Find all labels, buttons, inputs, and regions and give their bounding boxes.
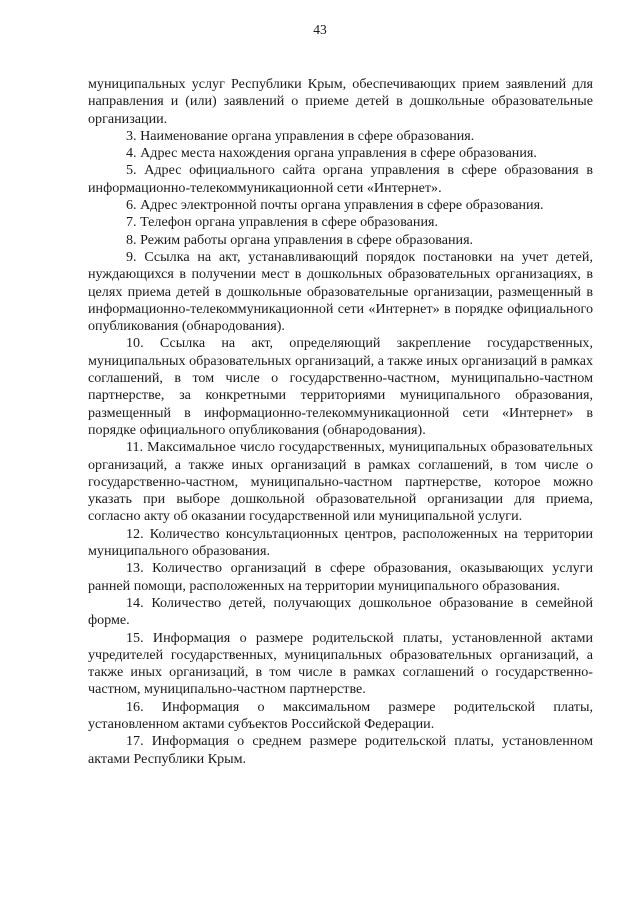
paragraph-item-5: 5. Адрес официального сайта органа управления в сфере образования в информационно-телекоммуникационной сети «Интернет». — [88, 162, 593, 196]
paragraph-item-12: 12. Количество консультационных центров, расположенных на территории муниципального образования. — [88, 525, 593, 560]
paragraph-item-16: 16. Информация о максимальном размере родительской платы, установленном актами субъектов Российской Федерации. — [88, 698, 593, 732]
paragraph-item-7: 7. Телефон органа управления в сфере образования. — [126, 214, 439, 231]
paragraph-item-10: 10. Ссылка на акт, определяющий закрепление государственных, муниципальных образовательных организаций, а также иных организаций в рамках соглашений, в том числе о государственно-частном, муниципально-частном партнерстве, за конкретными территориями муниципального образования, размещенный в информационно-телекоммуникационной сети «Интернет» в порядке официального опубликования (обнародования). — [88, 335, 593, 438]
paragraph-item-11: 11. Максимальное число государственных, муниципальных образовательных организаций, а также иных организаций в рамках соглашений, в том числе о государственно-частном, муниципально-частном партнерстве, которое можно указать при выборе дошкольной образовательной организации для приема, согласно акту об оказании государственной или муниципальной услуги. — [88, 439, 593, 525]
paragraph-item-17: 17. Информация о среднем размере родительской платы, установленном актами Республики Крым. — [88, 733, 593, 767]
paragraph-item-13: 13. Количество организаций в сфере образования, оказывающих услуги ранней помощи, расположенных на территории муниципального образования. — [88, 560, 593, 594]
paragraph-item-4: 4. Адрес места нахождения органа управления в сфере образования. — [126, 145, 537, 162]
paragraph-item-6: 6. Адрес электронной почты органа управления в сфере образования. — [126, 197, 544, 214]
paragraph-item-8: 8. Режим работы органа управления в сфере образования. — [126, 231, 474, 248]
paragraph-item-3: 3. Наименование органа управления в сфере образования. — [126, 127, 475, 144]
page-number: 43 — [313, 22, 327, 37]
document-body — [88, 76, 593, 768]
paragraph-item-14: 14. Количество детей, получающих дошкольное образование в семейной форме. — [88, 594, 593, 629]
paragraph-item-9: 9. Ссылка на акт, устанавливающий порядок постановки на учет детей, нуждающихся в получении мест в дошкольных образовательных организациях, в целях приема детей в дошкольные образовательные организации, размещенный в информационно-телекоммуникационной сети «Интернет» в порядке официального опубликования (обнародования). — [88, 248, 593, 335]
paragraph-continuation: муниципальных услуг Республики Крым, обеспечивающих прием заявлений для направления и (или) заявлений о приеме детей в дошкольные образовательные организации. — [88, 76, 593, 127]
paragraph-item-15: 15. Информация о размере родительской платы, установленной актами учредителей государственных, муниципальных образовательных организаций, а также иных организаций, в том числе в рамках соглашений о государственно-частном, муниципально-частном партнерстве. — [88, 629, 593, 698]
